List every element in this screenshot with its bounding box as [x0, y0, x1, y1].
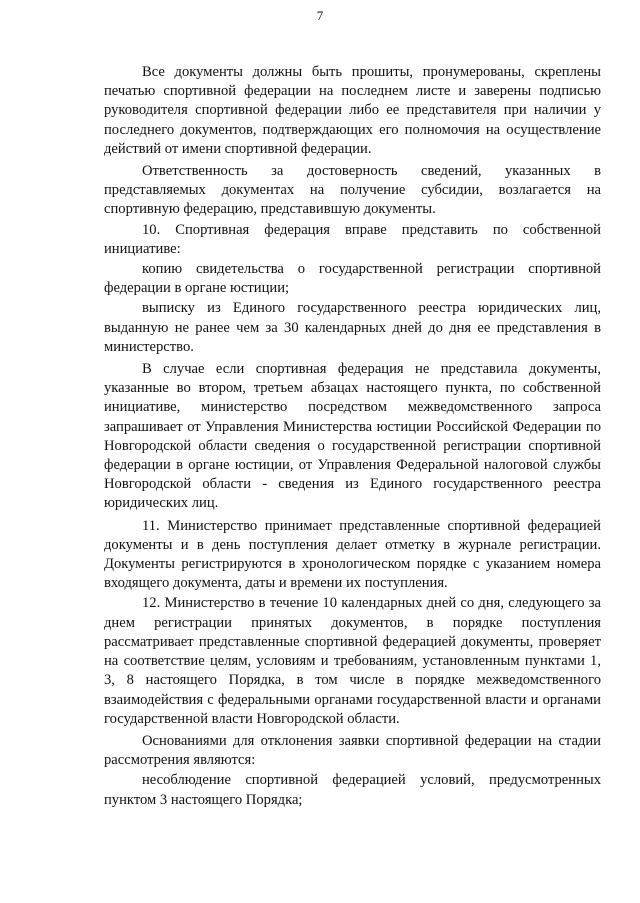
paragraph-item-12: 12. Министерство в течение 10 календарных дней со дня, следующего за днем регистрации принятых документов, в порядке поступления рассматривает представленные спортивной федерацией документы, проверяет на соответствие целям, условиям и требованиям, установленным пунктами 1, 3, 8 настоящего Порядка, в том числе в порядке межведомственного взаимодействия с федеральными органами государственной власти и органами государственной власти Новгородской области.: [104, 595, 601, 727]
document-body: [104, 63, 601, 811]
paragraph-item-10: 10. Спортивная федерация вправе представить по собственной инициативе:: [104, 221, 601, 257]
page-number: 7: [316, 8, 324, 23]
paragraph-documents-stitched: Все документы должны быть прошиты, пронумерованы, скреплены печатью спортивной федерации на последнем листе и заверены подписью руководителя спортивной федерации либо ее представителя при наличии у последнего документов, подтверждающих его полномочия на осуществление действий от имени спортивной федерации.: [104, 64, 601, 157]
paragraph-item-11: 11. Министерство принимает представленные спортивной федерацией документы и в день поступления делает отметку в журнале регистрации. Документы регистрируются в хронологическом порядке с указанием номера входящего документа, даты и времени их поступления.: [104, 517, 601, 592]
paragraph-registration-certificate: копию свидетельства о государственной регистрации спортивной федерации в органе юстиции;: [104, 261, 601, 297]
paragraph-interagency-request: В случае если спортивная федерация не представила документы, указанные во втором, третьем абзацах настоящего пункта, по собственной инициативе, министерство посредством межведомственного запроса запрашивает от Управления Министерства юстиции Российской Федерации по Новгородской области сведения о государственной регистрации спортивной федерации в органе юстиции, от Управления Федеральной налоговой службы Новгородской области - сведения из Единого государственного реестра юридических лиц.: [104, 361, 601, 512]
paragraph-registry-extract: выписку из Единого государственного реестра юридических лиц, выданную не ранее чем за 30 календарных дней до дня ее представления в министерство.: [104, 300, 601, 355]
paragraph-rejection-grounds: Основаниями для отклонения заявки спортивной федерации на стадии рассмотрения являются:: [104, 732, 601, 769]
paragraph-noncompliance: несоблюдение спортивной федерацией условий, предусмотренных пунктом 3 настоящего Порядка;: [104, 772, 601, 808]
paragraph-responsibility: Ответственность за достоверность сведений, указанных в представляемых документах на получение субсидии, возлагается на спортивную федерацию, представившую документы.: [104, 163, 601, 218]
